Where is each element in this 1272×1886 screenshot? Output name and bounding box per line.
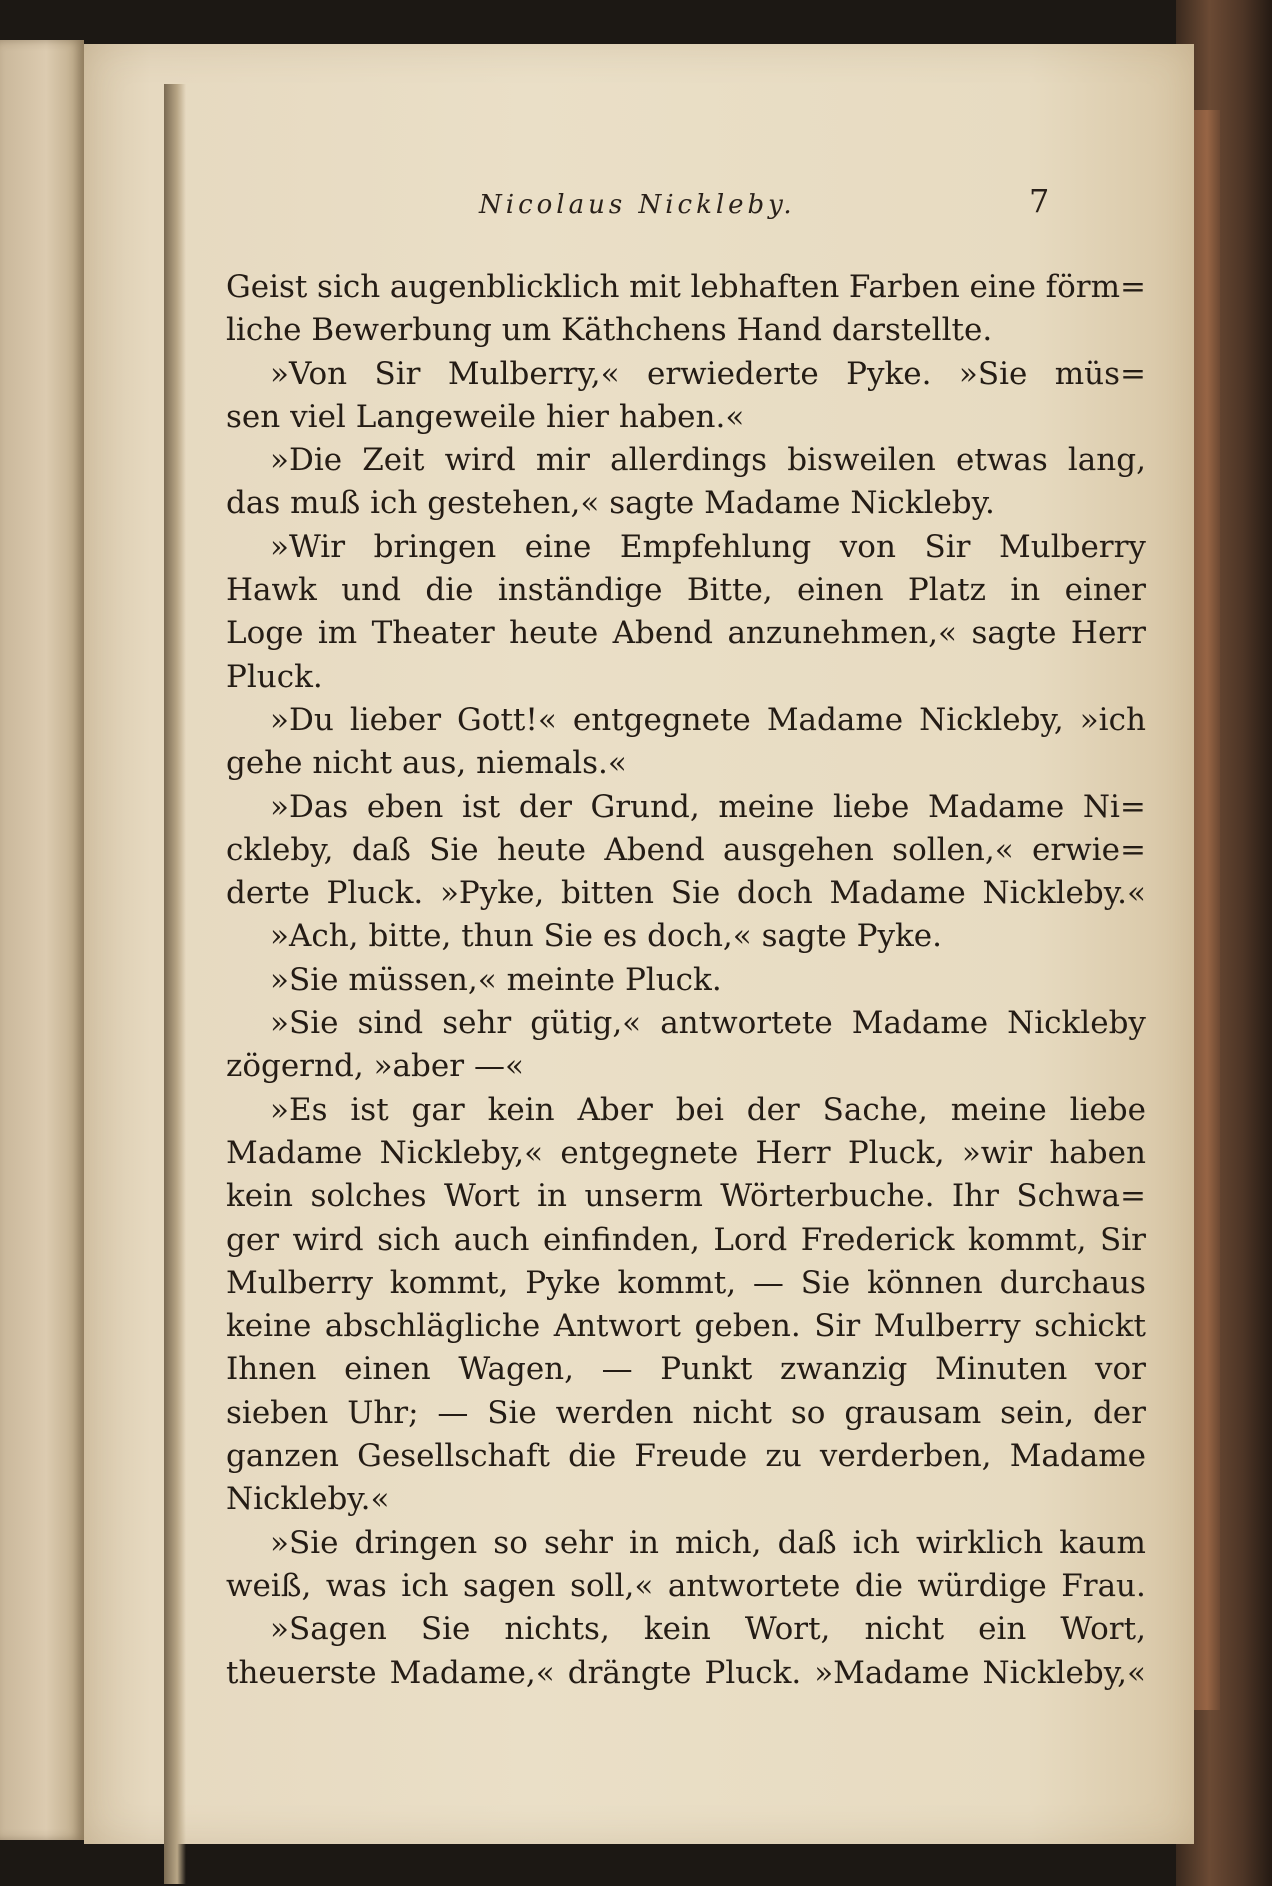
word: kein (643, 1611, 711, 1648)
page-gutter-shadow (164, 84, 186, 1884)
word: kommt, (389, 1264, 509, 1301)
word: sen (226, 398, 281, 435)
word: sagte (761, 918, 847, 955)
word: sollen,« (892, 831, 1014, 868)
word: Antwort (553, 1308, 681, 1345)
word: Herr (1070, 615, 1146, 652)
word: Farben (848, 269, 960, 305)
text-line (226, 656, 1146, 699)
word: solches (310, 1178, 427, 1215)
word: Mulberry (226, 1264, 373, 1301)
word: gestehen,« (427, 485, 600, 522)
text-line (226, 526, 1146, 569)
word: keine (226, 1308, 312, 1345)
word: Sie (420, 1611, 471, 1648)
word: Freude (634, 1438, 748, 1475)
word: mit (629, 269, 681, 305)
word: Ihnen (226, 1351, 317, 1388)
word: — (437, 1394, 469, 1431)
word: »wir (961, 1134, 1033, 1171)
word: Pyke. (846, 355, 932, 392)
word: nichts, (504, 1611, 610, 1648)
word: so (493, 1524, 528, 1561)
word: sich (377, 1221, 441, 1258)
word: müs= (1054, 355, 1146, 392)
word: das (226, 485, 281, 522)
word: sagen (463, 1567, 556, 1604)
word: würdige (917, 1567, 1047, 1604)
word: haben.« (618, 398, 745, 435)
word: Sir (1099, 1221, 1146, 1258)
word: niemals.« (476, 745, 627, 782)
word: haben (1049, 1134, 1146, 1171)
word: entgegnete (572, 701, 751, 738)
word: Nickleby. (850, 485, 995, 522)
word: bei (675, 1091, 724, 1128)
word: augenblicklich (389, 269, 620, 305)
word: sind (357, 1005, 424, 1042)
word: verderben, (819, 1438, 992, 1475)
word: anzunehmen,« (727, 615, 958, 652)
word: förm= (1045, 269, 1146, 305)
text-line (226, 482, 1146, 525)
word: Frau. (1061, 1567, 1146, 1604)
word: —« (473, 1048, 524, 1085)
word: »Das (270, 788, 349, 825)
word: Nickleby,« (982, 1654, 1146, 1691)
word: Wort, (744, 1611, 831, 1648)
word: Ihr (951, 1178, 999, 1215)
word: mir (535, 442, 590, 479)
word: »Die (270, 442, 343, 479)
text-line (226, 1522, 1146, 1565)
word: wird (444, 442, 516, 479)
word: in (629, 1524, 659, 1561)
word: Sie (487, 1394, 537, 1431)
word: etwas (956, 442, 1048, 479)
word: — (601, 1351, 633, 1388)
word: und (341, 572, 401, 609)
word: Sir (374, 355, 421, 392)
text-line (226, 439, 1146, 482)
word: ich (852, 1524, 900, 1561)
word: erwie= (1032, 831, 1146, 868)
word: gütig,« (530, 1005, 642, 1042)
word: der (746, 1091, 800, 1128)
word: — (752, 1264, 784, 1301)
word: thun (461, 918, 534, 955)
page-header (84, 162, 1194, 222)
text-line (226, 1219, 1146, 1262)
text-line (226, 612, 1146, 655)
word: Nickleby, (919, 701, 1064, 738)
word: Wörterbuche. (720, 1178, 935, 1215)
word: Sie (670, 875, 721, 912)
word: drängte (567, 1654, 692, 1691)
word: Frederick (800, 1221, 955, 1258)
word: ich (401, 1567, 449, 1604)
word: Wagen, (458, 1351, 574, 1388)
text-line (226, 1002, 1146, 1045)
word: allerdings (610, 442, 768, 479)
word: so (790, 1394, 826, 1431)
word: einer (1064, 572, 1146, 609)
text-line (226, 1652, 1146, 1695)
word: Sir (814, 1308, 861, 1345)
book-page (84, 44, 1194, 1844)
word: entgegnete (560, 1134, 739, 1171)
word: Bewerbung (311, 312, 492, 349)
word: auch (453, 1221, 530, 1258)
word: Pluck, (847, 1134, 945, 1171)
word: sein, (1000, 1394, 1075, 1431)
word: Wort (443, 1178, 520, 1215)
word: Gesellschaft (357, 1438, 550, 1475)
text-line (226, 1348, 1146, 1391)
word: liebe (832, 788, 910, 825)
word: eine (969, 269, 1037, 305)
word: lieber (349, 701, 442, 738)
word: Loge (226, 615, 304, 652)
word: soll,« (570, 1567, 654, 1604)
word: ist (461, 788, 501, 825)
word: darstellte. (831, 312, 993, 349)
text-line (226, 1565, 1146, 1608)
text-line (226, 742, 1146, 785)
word: Madame (927, 788, 1065, 825)
word: lang, (1067, 442, 1146, 479)
word: Abend (612, 615, 714, 652)
text-line (226, 1392, 1146, 1435)
word: gar (411, 1091, 465, 1128)
word: Nickleby,« (379, 1134, 544, 1171)
text-line (226, 786, 1146, 829)
word: daß (777, 1524, 837, 1561)
word: Schwa= (1016, 1178, 1146, 1215)
word: Theater (371, 615, 495, 652)
word: ganzen (226, 1438, 339, 1475)
word: »ich (1079, 701, 1146, 738)
text-line (226, 1262, 1146, 1305)
word: Geist (226, 269, 308, 305)
word: abschlägliche (324, 1308, 541, 1345)
word: Pluck. (226, 658, 323, 695)
text-line (226, 1045, 1146, 1088)
word: die (854, 1567, 903, 1604)
word: Nickleby.« (226, 1481, 390, 1518)
word: eine (524, 528, 592, 565)
word: heute (509, 615, 599, 652)
word: zögernd, (226, 1048, 364, 1085)
body-text (226, 266, 1146, 1695)
word: sehr (543, 1524, 613, 1561)
word: »Sie (270, 1005, 339, 1042)
word: Sir (924, 528, 971, 565)
word: Hand (736, 312, 822, 349)
word: Pyke. (856, 918, 942, 955)
word: antwortete (660, 1005, 833, 1042)
word: Empfehlung (619, 528, 812, 565)
word: Bitte, (686, 572, 773, 609)
word: der (518, 788, 572, 825)
word: nicht (864, 1611, 945, 1648)
word: vor (1095, 1351, 1146, 1388)
word: Pyke (525, 1264, 601, 1301)
word: Madame (226, 1134, 363, 1171)
word: Wort, (1060, 1611, 1146, 1648)
word: derte (226, 875, 310, 912)
word: ich (370, 485, 418, 522)
word: im (317, 615, 358, 652)
word: wirklich (915, 1524, 1044, 1561)
word: einen (797, 572, 884, 609)
word: kaum (1059, 1524, 1146, 1561)
word: sich (317, 269, 381, 305)
word: kommt, (617, 1264, 737, 1301)
text-line (226, 829, 1146, 872)
word: es (602, 918, 638, 955)
word: sagte (609, 485, 695, 522)
word: ein (978, 1611, 1027, 1648)
word: Ni= (1082, 788, 1146, 825)
word: Punkt (660, 1351, 753, 1388)
word: in (1010, 572, 1041, 609)
word: Mulberry (873, 1308, 1021, 1345)
word: antwortete (667, 1567, 841, 1604)
text-line (226, 353, 1146, 396)
word: grausam (844, 1394, 982, 1431)
word: eben (366, 788, 444, 825)
word: Madame (704, 485, 841, 522)
word: ausgehen (723, 831, 874, 868)
text-line (226, 915, 1146, 958)
page-number: 7 (1029, 182, 1050, 220)
word: ckleby, (226, 831, 334, 868)
text-line (226, 396, 1146, 439)
word: meine (718, 788, 815, 825)
text-line (226, 1608, 1146, 1651)
word: in (537, 1178, 567, 1215)
word: müssen,« (348, 961, 497, 998)
word: die (568, 1438, 617, 1475)
word: viel (290, 398, 346, 435)
word: durchaus (999, 1264, 1146, 1301)
word: Zeit (362, 442, 425, 479)
word: bitten (561, 875, 654, 912)
word: meine (950, 1091, 1047, 1128)
word: Sache, (822, 1091, 928, 1128)
word: lebhaften (690, 269, 840, 305)
word: Mulberry,« (447, 355, 620, 392)
word: unserm (584, 1178, 703, 1215)
word: die (425, 572, 474, 609)
word: nicht (692, 1394, 773, 1431)
text-line (226, 569, 1146, 612)
word: »Pyke, (439, 875, 545, 912)
text-line (226, 872, 1146, 915)
word: »Sie (270, 961, 339, 998)
word: ist (350, 1091, 389, 1128)
word: Madame (1009, 1438, 1146, 1475)
word: bringen (373, 528, 497, 565)
word: sagte (971, 615, 1057, 652)
word: gehe (226, 745, 303, 782)
word: kein (226, 1178, 294, 1215)
word: liebe (1069, 1091, 1146, 1128)
word: sehr (442, 1005, 512, 1042)
word: doch (736, 875, 813, 912)
word: Grund, (590, 788, 700, 825)
word: liche (226, 312, 302, 349)
text-line (226, 959, 1146, 1002)
word: Lord (713, 1221, 788, 1258)
word: nicht (312, 745, 393, 782)
word: bisweilen (787, 442, 936, 479)
word: Nickleby.« (982, 875, 1146, 912)
word: geben. (694, 1308, 801, 1345)
word: »Du (270, 701, 334, 738)
text-line (226, 1305, 1146, 1348)
word: Uhr; (347, 1394, 419, 1431)
word: Madame,« (389, 1654, 555, 1691)
word: Pluck. (326, 875, 424, 912)
word: »Madame (814, 1654, 970, 1691)
word: Mulberry (998, 528, 1146, 565)
word: muß (290, 485, 361, 522)
text-line (226, 266, 1146, 309)
word: »Sie (958, 355, 1028, 392)
word: können (867, 1264, 983, 1301)
word: Sie (543, 918, 593, 955)
word: was (325, 1567, 387, 1604)
word: um (501, 312, 552, 349)
word: kommt, (967, 1221, 1087, 1258)
word: Minuten (935, 1351, 1068, 1388)
word: einfinden, (542, 1221, 700, 1258)
word: Pluck. (704, 1654, 802, 1691)
word: mich, (675, 1524, 762, 1561)
word: Sie (800, 1264, 851, 1301)
word: Madame (829, 875, 966, 912)
word: Langeweile (355, 398, 537, 435)
word: ger (226, 1221, 280, 1258)
word: »Sie (270, 1524, 339, 1561)
word: zwanzig (779, 1351, 908, 1388)
word: einen (344, 1351, 431, 1388)
text-line (226, 1175, 1146, 1218)
word: Hawk (226, 572, 317, 609)
word: meinte (506, 961, 616, 998)
word: von (839, 528, 896, 565)
text-line (226, 1089, 1146, 1132)
word: Sie (429, 831, 479, 868)
word: Madame (766, 701, 904, 738)
text-line (226, 1478, 1146, 1521)
text-line (226, 309, 1146, 352)
word: Pluck. (624, 961, 722, 998)
word: wird (292, 1221, 364, 1258)
text-line (226, 699, 1146, 742)
word: zu (765, 1438, 802, 1475)
running-title: Nicolaus Nickleby. (479, 190, 796, 220)
word: heute (496, 831, 587, 868)
word: »Ach, (270, 918, 359, 955)
word: weiß, (226, 1567, 312, 1604)
word: erwiederte (646, 355, 819, 392)
word: Platz (907, 572, 986, 609)
word: Abend (604, 831, 705, 868)
text-line (226, 1435, 1146, 1478)
word: sieben (226, 1394, 329, 1431)
word: »Wir (270, 528, 346, 565)
word: dringen (354, 1524, 478, 1561)
word: Aber (577, 1091, 653, 1128)
word: bitte, (368, 918, 452, 955)
word: der (1092, 1394, 1146, 1431)
word: daß (351, 831, 411, 868)
text-line (226, 1132, 1146, 1175)
word: doch,« (647, 918, 752, 955)
word: Nickleby (1007, 1005, 1146, 1042)
word: werden (555, 1394, 674, 1431)
word: aus, (402, 745, 467, 782)
word: Gott!« (457, 701, 557, 738)
word: »Sagen (270, 1611, 387, 1648)
word: theuerste (226, 1654, 377, 1691)
adjacent-page-edge (0, 40, 84, 1840)
word: Käthchens (561, 312, 727, 349)
word: »Es (270, 1091, 328, 1128)
word: Herr (755, 1134, 831, 1171)
word: »Von (270, 355, 348, 392)
word: schickt (1034, 1308, 1146, 1345)
word: kein (487, 1091, 555, 1128)
word: inständige (497, 572, 663, 609)
word: Madame (851, 1005, 989, 1042)
word: hier (545, 398, 609, 435)
word: »aber (373, 1048, 465, 1085)
